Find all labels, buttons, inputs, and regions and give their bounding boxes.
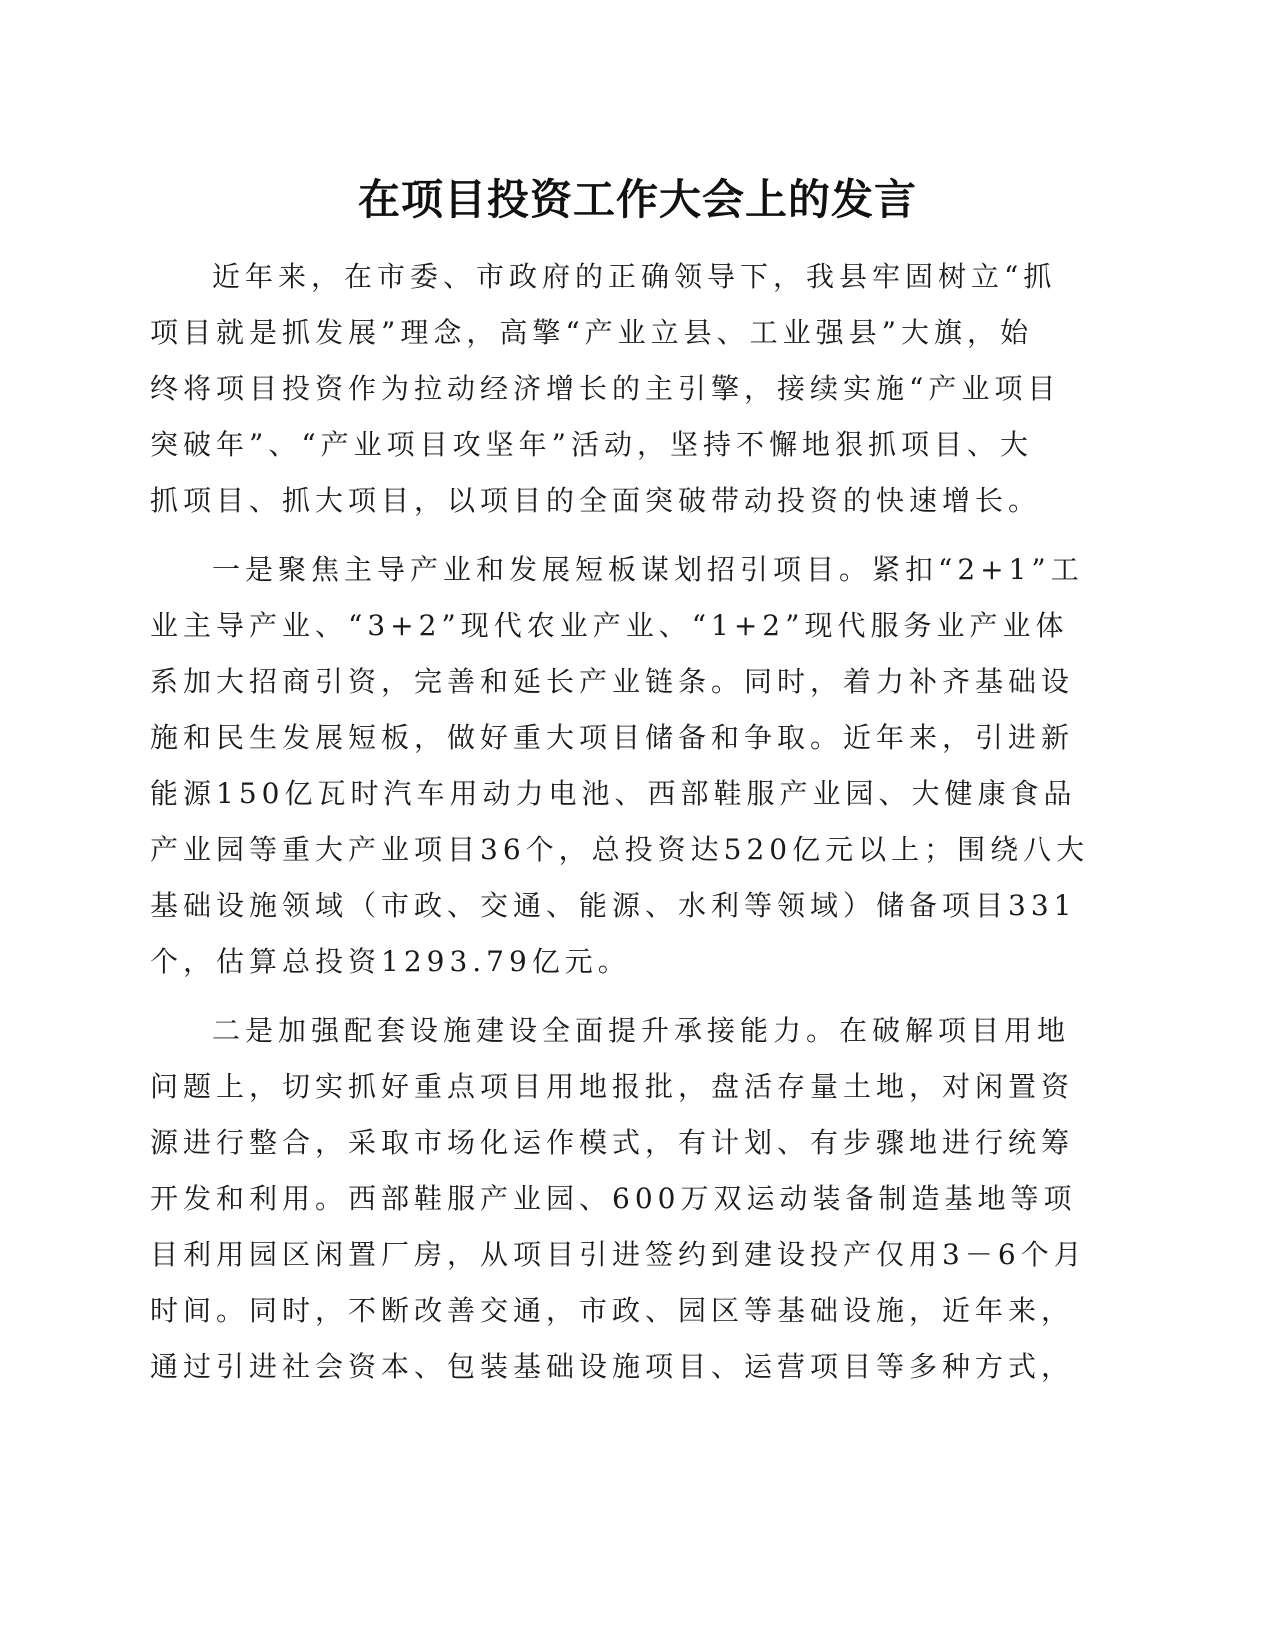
paragraph-gap [150, 990, 1050, 1003]
document-body [150, 249, 1090, 1395]
text-line: 二是加强配套设施建设全面提升承接能力。在破解项目用地 [212, 1014, 1071, 1047]
text-line: 系加大招商引资，完善和延长产业链条。同时，着力补齐基础设 [150, 665, 1075, 698]
text-line: 个，估算总投资1293.79亿元。 [150, 945, 631, 978]
text-line: 突破年”、“产业项目攻坚年”活动，坚持不懈地狠抓项目、大 [150, 428, 1033, 461]
paragraph-gap [150, 529, 1050, 542]
text-line: 开发和利用。西部鞋服产业园、600万双运动装备制造基地等项 [150, 1182, 1077, 1215]
text-line: 一是聚焦主导产业和发展短板谋划招引项目。紧扣“2+1”工 [212, 553, 1084, 586]
text-line: 施和民生发展短板，做好重大项目储备和争取。近年来，引进新 [150, 721, 1075, 754]
document-title: 在项目投资工作大会上的发言 [357, 175, 917, 224]
text-line: 抓项目、抓大项目，以项目的全面突破带动投资的快速增长。 [150, 484, 1042, 517]
text-line: 问题上，切实抓好重点项目用地报批，盘活存量土地，对闲置资 [150, 1070, 1075, 1103]
text-line: 能源150亿瓦时汽车用动力电池、西部鞋服产业园、大健康食品 [150, 777, 1077, 810]
text-line: 时间。同时，不断改善交通，市政、园区等基础设施，近年来， [150, 1294, 1075, 1327]
text-line: 基础设施领域（市政、交通、能源、水利等领域）储备项目331 [150, 889, 1077, 922]
paragraph-intro [150, 249, 1061, 529]
text-line: 近年来，在市委、市政府的正确领导下，我县牢固树立“抓 [212, 260, 1057, 293]
text-line: 目利用园区闲置厂房，从项目引进签约到建设投产仅用3－6个月 [150, 1238, 1087, 1271]
text-line: 通过引进社会资本、包装基础设施项目、运营项目等多种方式， [150, 1350, 1075, 1383]
text-line: 终将项目投资作为拉动经济增长的主引擎，接续实施“产业项目 [150, 372, 1061, 405]
text-line: 项目就是抓发展”理念，高擎“产业立县、工业强县”大旗，始 [150, 316, 1033, 349]
text-line: 业主导产业、“3+2”现代农业产业、“1+2”现代服务业产业体 [150, 609, 1069, 642]
text-line: 产业园等重大产业项目36个，总投资达520亿元以上；围绕八大 [150, 833, 1090, 866]
text-line: 源进行整合，采取市场化运作模式，有计划、有步骤地进行统筹 [150, 1126, 1075, 1159]
paragraph-point-one [150, 542, 1090, 990]
paragraph-point-two [150, 1003, 1087, 1395]
